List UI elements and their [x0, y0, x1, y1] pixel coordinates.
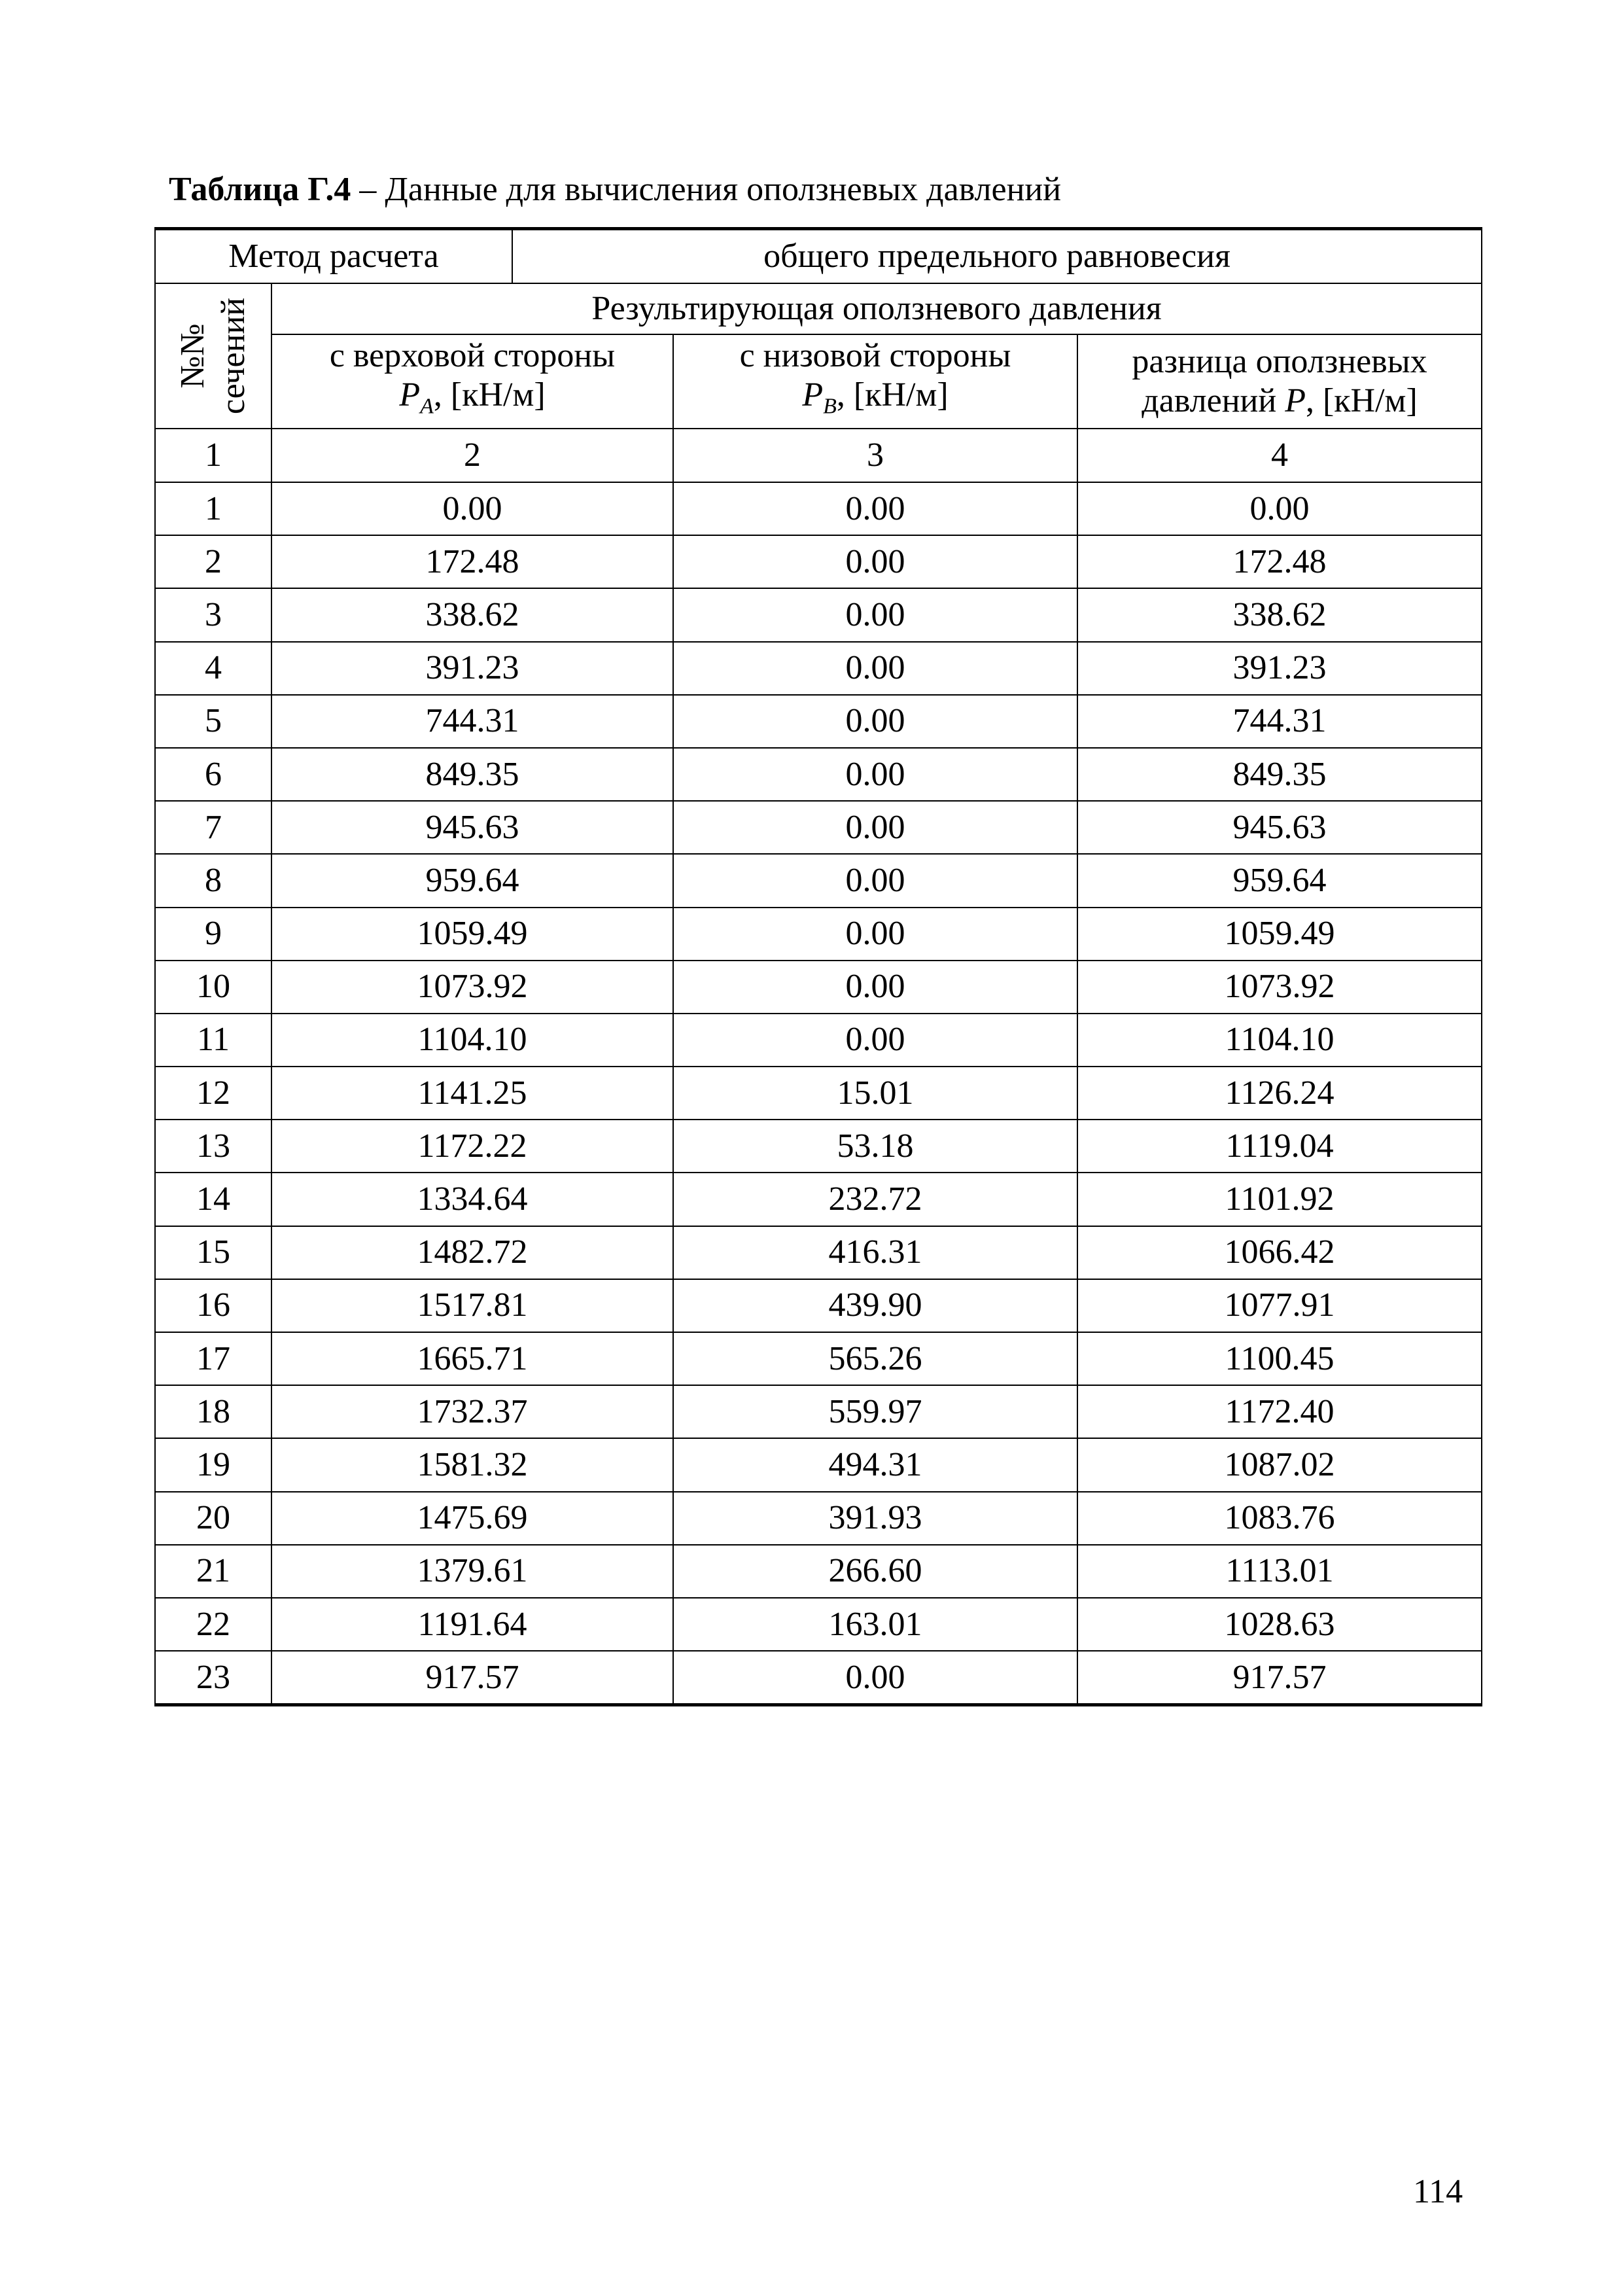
- upstream-pressure-cell: 391.23: [271, 642, 673, 695]
- table-row: [155, 1651, 1482, 1705]
- upstream-pressure-cell: 1517.81: [271, 1279, 673, 1332]
- section-number-cell: 22: [155, 1598, 271, 1651]
- upstream-pressure-cell: 1059.49: [271, 908, 673, 961]
- pressure-difference-cell: 1077.91: [1077, 1279, 1482, 1332]
- column-index: 1: [155, 429, 271, 482]
- pressure-difference-cell: 1101.92: [1077, 1173, 1482, 1226]
- downstream-pressure-cell: 416.31: [673, 1226, 1077, 1279]
- table-row: [155, 908, 1482, 961]
- upstream-pressure-cell: 1172.22: [271, 1120, 673, 1173]
- table-row: [155, 1385, 1482, 1438]
- downstream-pressure-cell: 0.00: [673, 801, 1077, 854]
- column-index-row: [155, 429, 1482, 482]
- section-number-cell: 9: [155, 908, 271, 961]
- section-number-cell: 21: [155, 1545, 271, 1598]
- upstream-pressure-cell: 1073.92: [271, 961, 673, 1014]
- pressure-difference-cell: 917.57: [1077, 1651, 1482, 1705]
- upstream-pressure-cell: 1141.25: [271, 1067, 673, 1120]
- section-number-cell: 3: [155, 588, 271, 641]
- section-number-cell: 6: [155, 748, 271, 801]
- table-row: [155, 695, 1482, 748]
- column-header-row: [155, 334, 1482, 429]
- section-number-cell: 16: [155, 1279, 271, 1332]
- table-row: [155, 1332, 1482, 1385]
- table-row: [155, 642, 1482, 695]
- pressure-difference-cell: 744.31: [1077, 695, 1482, 748]
- pressure-difference-cell: 1059.49: [1077, 908, 1482, 961]
- downstream-header-line2: $P_B$, [кН/м]: [802, 376, 949, 419]
- section-number-header-line2: сечений: [215, 297, 252, 415]
- column-index: 4: [1077, 429, 1482, 482]
- table-row: [155, 854, 1482, 907]
- pressure-difference-cell: 1028.63: [1077, 1598, 1482, 1651]
- upstream-header-line1: с верховой стороны: [329, 337, 616, 375]
- upstream-pressure-cell: 1104.10: [271, 1014, 673, 1067]
- upstream-pressure-cell: 1581.32: [271, 1438, 673, 1491]
- section-number-cell: 8: [155, 854, 271, 907]
- pressure-difference-cell: 945.63: [1077, 801, 1482, 854]
- downstream-unit: , [кН/м]: [836, 376, 949, 414]
- method-value: общего предельного равновесия: [512, 229, 1482, 284]
- section-number-cell: 11: [155, 1014, 271, 1067]
- upstream-pressure-cell: 0.00: [271, 482, 673, 535]
- pressure-difference-cell: 1083.76: [1077, 1492, 1482, 1545]
- caption-text: – Данные для вычисления оползневых давлений: [351, 171, 1062, 208]
- downstream-pressure-cell: 0.00: [673, 908, 1077, 961]
- table-row: [155, 535, 1482, 588]
- caption-label: Таблица Г.4: [169, 171, 351, 208]
- downstream-pressure-cell: 565.26: [673, 1332, 1077, 1385]
- upstream-pressure-cell: 1482.72: [271, 1226, 673, 1279]
- method-row: [155, 229, 1482, 284]
- table-row: [155, 1067, 1482, 1120]
- difference-unit: , [кН/м]: [1305, 382, 1418, 419]
- table-caption: [169, 167, 1061, 213]
- table-row: [155, 1438, 1482, 1491]
- difference-header-line1: разница оползневых: [1132, 343, 1427, 380]
- section-number-cell: 19: [155, 1438, 271, 1491]
- downstream-pressure-cell: 0.00: [673, 1651, 1077, 1705]
- section-number-cell: 4: [155, 642, 271, 695]
- downstream-pressure-cell: 15.01: [673, 1067, 1077, 1120]
- difference-header-line2: давлений P, [кН/м]: [1142, 382, 1418, 419]
- section-number-cell: 2: [155, 535, 271, 588]
- downstream-pressure-cell: 163.01: [673, 1598, 1077, 1651]
- table-row: [155, 1545, 1482, 1598]
- table-row: [155, 961, 1482, 1014]
- pressure-difference-cell: 849.35: [1077, 748, 1482, 801]
- group-header-row: [155, 283, 1482, 334]
- pressure-difference-cell: 338.62: [1077, 588, 1482, 641]
- upstream-header-line2: $P_A$, [кН/м]: [399, 376, 546, 419]
- table-row: [155, 1598, 1482, 1651]
- method-label: Метод расчета: [155, 229, 512, 284]
- upstream-pressure-cell: 172.48: [271, 535, 673, 588]
- section-number-cell: 14: [155, 1173, 271, 1226]
- downstream-pressure-cell: 266.60: [673, 1545, 1077, 1598]
- table-row: [155, 482, 1482, 535]
- pressure-difference-cell: 1073.92: [1077, 961, 1482, 1014]
- section-number-cell: 7: [155, 801, 271, 854]
- downstream-pressure-cell: 232.72: [673, 1173, 1077, 1226]
- downstream-pressure-cell: 53.18: [673, 1120, 1077, 1173]
- column-index: 3: [673, 429, 1077, 482]
- upstream-pressure-cell: 744.31: [271, 695, 673, 748]
- section-number-cell: 12: [155, 1067, 271, 1120]
- table-row: [155, 1014, 1482, 1067]
- group-title: Результирующая оползневого давления: [271, 283, 1482, 334]
- downstream-pressure-cell: 0.00: [673, 1014, 1077, 1067]
- downstream-column-header: [673, 334, 1077, 429]
- pressure-difference-cell: 1119.04: [1077, 1120, 1482, 1173]
- downstream-pressure-cell: 0.00: [673, 642, 1077, 695]
- downstream-pressure-cell: 0.00: [673, 961, 1077, 1014]
- section-number-cell: 18: [155, 1385, 271, 1438]
- section-number-cell: 1: [155, 482, 271, 535]
- downstream-pressure-cell: 0.00: [673, 748, 1077, 801]
- table-row: [155, 1120, 1482, 1173]
- table-row: [155, 1279, 1482, 1332]
- table-row: [155, 801, 1482, 854]
- section-number-cell: 5: [155, 695, 271, 748]
- upstream-pressure-cell: 1379.61: [271, 1545, 673, 1598]
- upstream-pressure-cell: 1334.64: [271, 1173, 673, 1226]
- downstream-pressure-cell: 391.93: [673, 1492, 1077, 1545]
- section-number-cell: 17: [155, 1332, 271, 1385]
- upstream-pressure-cell: 338.62: [271, 588, 673, 641]
- downstream-pressure-cell: 0.00: [673, 695, 1077, 748]
- pressure-difference-cell: 1066.42: [1077, 1226, 1482, 1279]
- column-index: 2: [271, 429, 673, 482]
- pressure-difference-cell: 0.00: [1077, 482, 1482, 535]
- upstream-pressure-cell: 1732.37: [271, 1385, 673, 1438]
- upstream-pressure-cell: 1191.64: [271, 1598, 673, 1651]
- upstream-column-header: [271, 334, 673, 429]
- section-number-cell: 20: [155, 1492, 271, 1545]
- table-row: [155, 1173, 1482, 1226]
- downstream-pressure-cell: 0.00: [673, 588, 1077, 641]
- downstream-pressure-cell: 439.90: [673, 1279, 1077, 1332]
- difference-column-header: [1077, 334, 1482, 429]
- pressure-difference-cell: 1126.24: [1077, 1067, 1482, 1120]
- downstream-pressure-cell: 0.00: [673, 535, 1077, 588]
- upstream-unit: , [кН/м]: [433, 376, 546, 414]
- section-number-cell: 23: [155, 1651, 271, 1705]
- table-row: [155, 1492, 1482, 1545]
- table-row: [155, 748, 1482, 801]
- pressure-difference-cell: 391.23: [1077, 642, 1482, 695]
- upstream-pressure-cell: 1475.69: [271, 1492, 673, 1545]
- section-number-cell: 15: [155, 1226, 271, 1279]
- table-row: [155, 1226, 1482, 1279]
- data-table: [154, 227, 1482, 1706]
- downstream-pressure-cell: 559.97: [673, 1385, 1077, 1438]
- section-number-header-line1: №№: [174, 323, 211, 389]
- upstream-pressure-cell: 959.64: [271, 854, 673, 907]
- pressure-difference-cell: 1172.40: [1077, 1385, 1482, 1438]
- section-number-header: [155, 283, 271, 429]
- page-number: 114: [1413, 2173, 1463, 2210]
- upstream-pressure-cell: 917.57: [271, 1651, 673, 1705]
- pressure-difference-cell: 1100.45: [1077, 1332, 1482, 1385]
- pressure-difference-cell: 959.64: [1077, 854, 1482, 907]
- upstream-pressure-cell: 1665.71: [271, 1332, 673, 1385]
- downstream-pressure-cell: 0.00: [673, 854, 1077, 907]
- section-number-cell: 13: [155, 1120, 271, 1173]
- downstream-pressure-cell: 494.31: [673, 1438, 1077, 1491]
- pressure-difference-cell: 172.48: [1077, 535, 1482, 588]
- pressure-difference-cell: 1104.10: [1077, 1014, 1482, 1067]
- section-number-cell: 10: [155, 961, 271, 1014]
- downstream-header-line1: с низовой стороны: [739, 337, 1011, 375]
- pressure-difference-cell: 1113.01: [1077, 1545, 1482, 1598]
- pressure-difference-cell: 1087.02: [1077, 1438, 1482, 1491]
- downstream-pressure-cell: 0.00: [673, 482, 1077, 535]
- table-row: [155, 588, 1482, 641]
- upstream-pressure-cell: 849.35: [271, 748, 673, 801]
- upstream-pressure-cell: 945.63: [271, 801, 673, 854]
